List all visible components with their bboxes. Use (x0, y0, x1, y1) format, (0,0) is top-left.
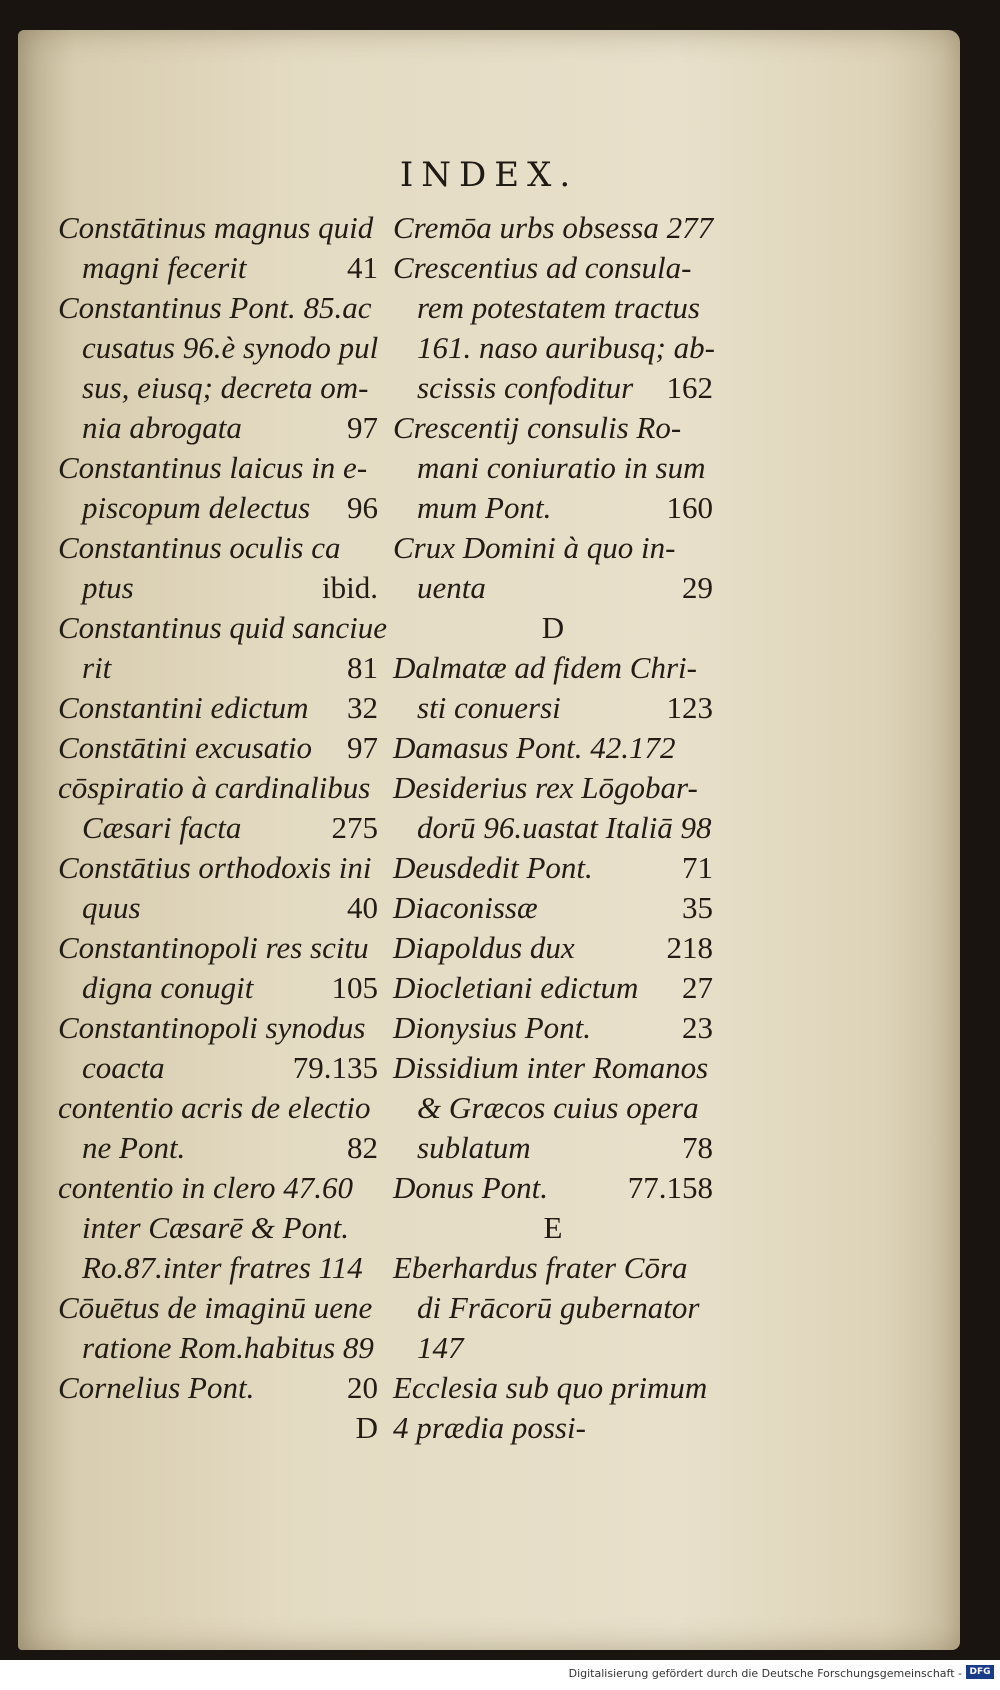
index-entry-text: cusatus 96.è synodo pul (82, 330, 379, 365)
index-entry (393, 568, 713, 608)
index-entry-page: 97 (347, 730, 378, 765)
index-entry-text: Crescentius ad consula- (393, 250, 692, 285)
index-entry (58, 848, 378, 888)
index-entry-text: inter Cæsarē & Pont. (82, 1210, 349, 1245)
index-entry (393, 808, 713, 848)
index-entry-page: 20 (347, 1370, 378, 1405)
index-column-left (58, 208, 387, 1448)
index-entry-text: digna conugit (82, 970, 254, 1005)
index-entry (393, 1168, 713, 1208)
index-entry-page: 23 (682, 1010, 713, 1045)
index-entry-text: mum Pont. (417, 490, 552, 525)
index-entry (393, 728, 713, 768)
index-entry-text: quus (82, 890, 141, 925)
index-entry-text: dorū 96.uastat Italiā 98 (417, 810, 712, 845)
index-entry-text: nia abrogata (82, 410, 242, 445)
index-entry-page: 35 (682, 890, 713, 925)
index-entry-text: Constātius orthodoxis ini (58, 850, 372, 885)
index-entry (58, 888, 378, 928)
index-entry-page: ibid. (322, 570, 378, 605)
index-entry-page: 218 (666, 930, 713, 965)
index-entry (393, 688, 713, 728)
index-entry-text: Constantinus quid sanciue (58, 610, 387, 645)
index-entry-text: magni fecerit (82, 250, 247, 285)
index-entry-text: Constātinus magnus quid (58, 210, 374, 245)
index-entry-page: 105 (331, 970, 378, 1005)
index-entry-page: D (355, 1410, 378, 1445)
index-entry-page: 77.158 (627, 1170, 713, 1205)
index-entry-text: uenta (417, 570, 486, 605)
index-entry (58, 1128, 378, 1168)
index-entry-text: E (543, 1210, 563, 1245)
index-entry-text: ne Pont. (82, 1130, 186, 1165)
index-entry (58, 688, 378, 728)
index-entry (393, 408, 713, 448)
index-entry (58, 208, 378, 248)
index-entry-text: Diapoldus dux (393, 930, 575, 965)
index-entry (393, 1288, 713, 1328)
index-entry-page: 275 (331, 810, 378, 845)
index-entry-text: scissis confoditur (417, 370, 634, 405)
index-entry-page: 41 (347, 250, 378, 285)
index-entry-page: 162 (666, 370, 713, 405)
index-entry (58, 1328, 378, 1368)
index-entry-text: di Frācorū gubernator (417, 1290, 700, 1325)
index-entry-page: 29 (682, 570, 713, 605)
index-entry (393, 208, 713, 248)
index-entry-text: Donus Pont. (393, 1170, 548, 1205)
index-entry-page: 71 (682, 850, 713, 885)
index-entry-text: sus, eiusq; decreta om- (82, 370, 369, 405)
index-entry-page: 27 (682, 970, 713, 1005)
index-entry-text: Crescentij consulis Ro- (393, 410, 682, 445)
index-column-right (393, 208, 713, 1448)
index-entry-text: sublatum (417, 1130, 531, 1165)
index-entry (393, 448, 713, 488)
index-entry-text: D (541, 610, 565, 645)
index-entry (393, 928, 713, 968)
index-entry-text: ratione Rom.habitus 89 (82, 1330, 374, 1365)
index-entry (58, 288, 378, 328)
index-entry (58, 1048, 378, 1088)
index-entry (58, 328, 378, 368)
index-entry (58, 968, 378, 1008)
index-entry-text: Dionysius Pont. (393, 1010, 592, 1045)
index-entry (393, 608, 713, 648)
index-entry (58, 728, 378, 768)
book-page (18, 30, 960, 1650)
index-entry (58, 408, 378, 448)
index-entry (393, 528, 713, 568)
index-entry-text: contentio acris de electio (58, 1090, 371, 1125)
index-entry-text: cōspiratio à cardinalibus (58, 770, 371, 805)
index-entry-text: rit (82, 650, 112, 685)
index-entry (393, 1328, 713, 1368)
index-entry (58, 1168, 378, 1208)
index-entry-text: Damasus Pont. 42.172 (393, 730, 676, 765)
index-entry-text: Constantinus oculis ca (58, 530, 341, 565)
index-entry (58, 488, 378, 528)
index-entry-text: Desiderius rex Lōgobar- (393, 770, 698, 805)
index-entry-text: Constantinus Pont. 85.ac (58, 290, 372, 325)
index-entry (58, 1288, 378, 1328)
index-entry-text: Cæsari facta (82, 810, 242, 845)
index-entry-text: 4 prædia possi- (393, 1410, 586, 1445)
index-entry (393, 1248, 713, 1288)
index-entry (58, 248, 378, 288)
index-entry (393, 1208, 713, 1248)
index-entry (58, 1208, 378, 1248)
index-entry-text: Constantini edictum (58, 690, 309, 725)
index-entry-text: Ro.87.inter fratres 114 (82, 1250, 363, 1285)
index-entry (58, 1008, 378, 1048)
index-entry-text: Diocletiani edictum (393, 970, 639, 1005)
index-entry-text: Ecclesia sub quo primum (393, 1370, 708, 1405)
dfg-logo: DFG (966, 1665, 994, 1679)
index-entry-page: 40 (347, 890, 378, 925)
index-entry-text: Constantinopoli res scitu (58, 930, 369, 965)
index-entry (393, 328, 713, 368)
index-entry-text: 147 (417, 1330, 464, 1365)
index-entry (393, 888, 713, 928)
index-entry (393, 488, 713, 528)
index-entry (393, 968, 713, 1008)
index-entry (58, 648, 378, 688)
index-entry (393, 368, 713, 408)
index-entry (58, 1248, 378, 1288)
index-entry (58, 1408, 378, 1448)
index-entry (58, 368, 378, 408)
index-entry (58, 1088, 378, 1128)
index-entry (393, 648, 713, 688)
index-entry (393, 288, 713, 328)
index-entry (58, 768, 378, 808)
index-entry-page: 78 (682, 1130, 713, 1165)
index-entry (393, 248, 713, 288)
index-entry-page: 81 (347, 650, 378, 685)
index-entry (393, 1088, 713, 1128)
index-entry-text: mani coniuratio in sum (417, 450, 706, 485)
index-entry-text: Constantinopoli synodus (58, 1010, 366, 1045)
index-entry (58, 448, 378, 488)
index-entry (393, 1048, 713, 1088)
index-entry-text: 161. naso auribusq; ab- (417, 330, 715, 365)
index-entry-text: Cōuētus de imaginū uene (58, 1290, 373, 1325)
index-entry (58, 528, 378, 568)
index-entry (393, 768, 713, 808)
index-entry-page: 160 (666, 490, 713, 525)
digitization-credit: Digitalisierung gefördert durch die Deutsche Forschungsgemeinschaft - (568, 1667, 962, 1680)
index-entry-text: ptus (82, 570, 134, 605)
index-entry-text: sti conuersi (417, 690, 561, 725)
index-entry (393, 1128, 713, 1168)
index-entry-text: Diaconissæ (393, 890, 538, 925)
index-entry-text: Crux Domini à quo in- (393, 530, 676, 565)
index-entry-page: 97 (347, 410, 378, 445)
index-entry-page: 32 (347, 690, 378, 725)
index-entry-page: 82 (347, 1130, 378, 1165)
index-entry-page: 96 (347, 490, 378, 525)
index-entry-text: Constantinus laicus in e- (58, 450, 368, 485)
index-entry (393, 848, 713, 888)
index-entry-text: Dalmatæ ad fidem Chri- (393, 650, 697, 685)
page-header: INDEX. (399, 155, 579, 195)
index-entry-text: Cornelius Pont. (58, 1370, 255, 1405)
index-entry-text: piscopum delectus (82, 490, 311, 525)
index-entry-page: 123 (666, 690, 713, 725)
index-entry (393, 1008, 713, 1048)
index-entry (393, 1368, 713, 1408)
index-entry-text: Deusdedit Pont. (393, 850, 593, 885)
index-entry-text: Dissidium inter Romanos (393, 1050, 709, 1085)
index-entry-text: Constātini excusatio (58, 730, 313, 765)
index-entry-text: & Græcos cuius opera (417, 1090, 699, 1125)
index-entry (393, 1408, 713, 1448)
index-entry-text: rem potestatem tractus (417, 290, 700, 325)
index-entry-text: Eberhardus frater Cōra (393, 1250, 688, 1285)
index-entry (58, 568, 378, 608)
index-entry-text: coacta (82, 1050, 165, 1085)
index-entry (58, 1368, 378, 1408)
index-entry (58, 928, 378, 968)
index-entry (58, 808, 378, 848)
index-entry (58, 608, 387, 648)
index-entry-text: Cremōa urbs obsessa 277 (393, 210, 714, 245)
index-entry-page: 79.135 (292, 1050, 378, 1085)
index-entry-text: contentio in clero 47.60 (58, 1170, 354, 1205)
